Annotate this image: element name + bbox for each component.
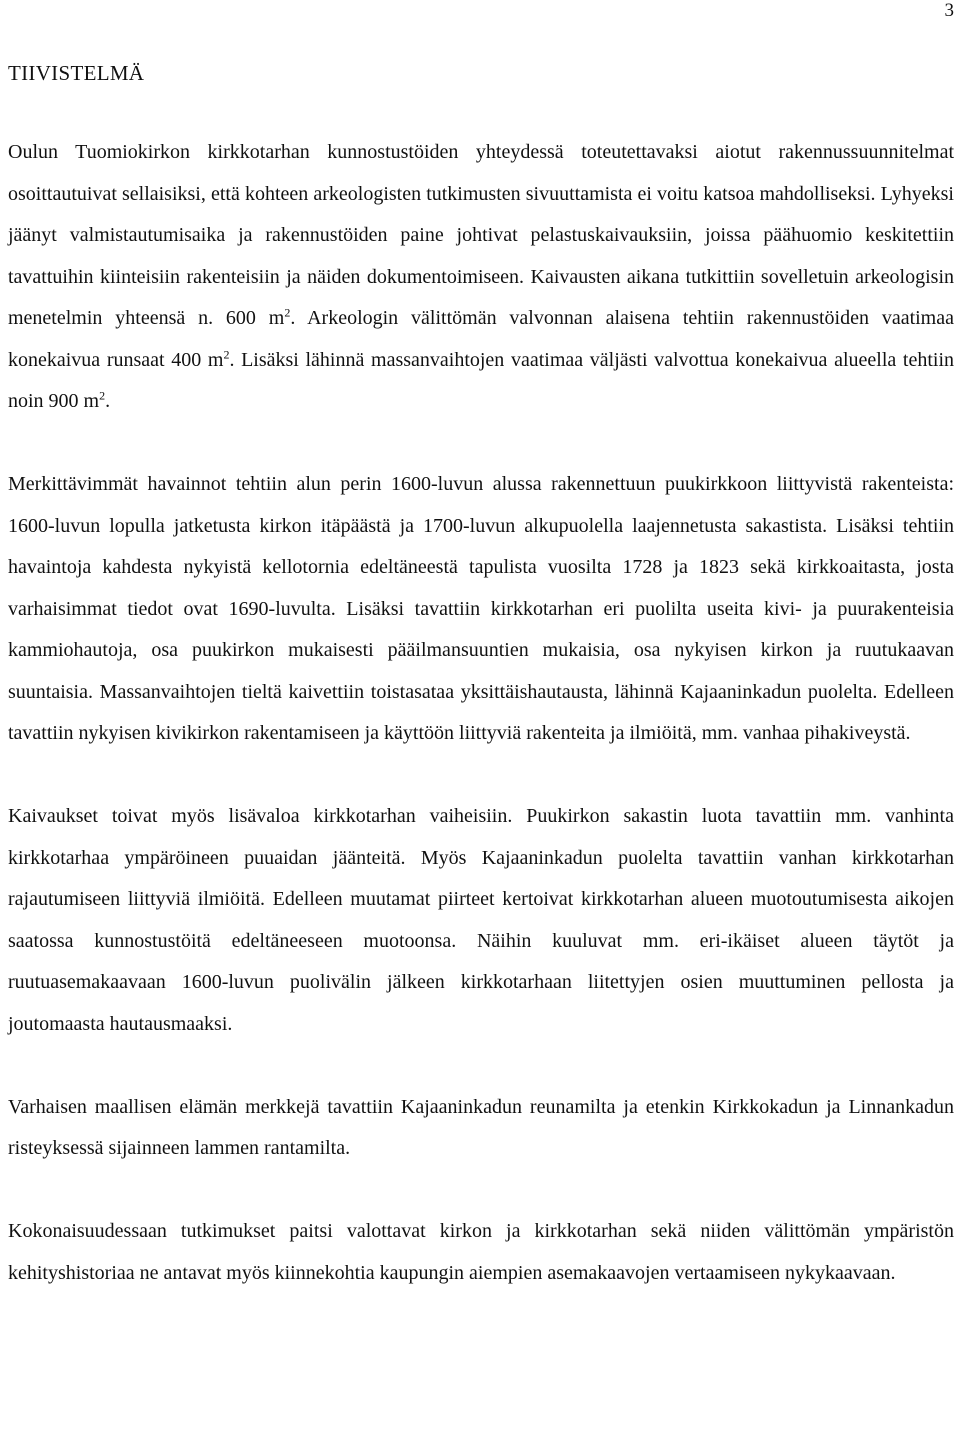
- text-segment: Kokonaisuudessaan tutkimukset paitsi valottavat kirkon ja kirkkotarhan sekä niiden välittömän ympäristön kehityshistoriaa ne antavat myös kiinnekohtia kaupungin aiempien asemakaavojen vertaamiseen nykykaavaan.: [8, 1220, 954, 1284]
- text-segment: Merkittävimmät havainnot tehtiin alun perin 1600-luvun alussa rakennettuun puukirkkoon liittyvistä rakenteista: 1600-luvun lopulla jatketusta kirkon itäpäästä ja 1700-luvun alkupuolella laajennetusta sakastista. Lisäksi tehtiin havaintoja kahdesta nykyistä kellotornia edeltäneestä tapulista vuosilta 1728 ja 1823 sekä kirkkoaitasta, josta varhaisimmat tiedot ovat 1690-luvulta. Lisäksi tavattiin kirkkotarhan eri puolilta useita kivi- ja puurakenteisia kammiohautoja, osa puukirkon mukaisesti pääilmansuuntien mukaisia, osa nykyisen kirkon ja ruutukaavan suuntaisia. Massanvaihtojen tieltä kaivettiin toistasataa yksittäishautausta, lähinnä Kajaaninkadun puolelta. Edelleen tavattiin nykyisen kivikirkon rakentamiseen ja käyttöön liittyviä rakenteita ja ilmiöitä, mm. vanhaa pihakiveystä.: [8, 473, 954, 744]
- paragraph-3: [8, 796, 954, 1045]
- paragraph-5: [8, 1211, 954, 1294]
- paragraph-1: [8, 132, 954, 423]
- paragraph-4: [8, 1087, 954, 1170]
- paragraph-2: [8, 464, 954, 755]
- abstract-body: [8, 132, 954, 1294]
- text-segment: Oulun Tuomiokirkon kirkkotarhan kunnostustöiden yhteydessä toteutettavaksi aiotut rakennussuunnitelmat osoittautuivat sellaisiksi, että kohteen arkeologisten tutkimusten sivuuttamista ei voitu katsoa mahdolliseksi. Lyhyeksi jäänyt valmistautumisaika ja rakennustöiden paine johtivat pelastuskaivauksiin, joissa päähuomio keskitettiin tavattuihin kiinteisiin rakenteisiin ja näiden dokumentoimiseen. Kaivausten aikana tutkittiin sovelletuin arkeologisin menetelmin yhteensä n. 600 m: [8, 141, 954, 329]
- text-segment: Kaivaukset toivat myös lisävaloa kirkkotarhan vaiheisiin. Puukirkon sakastin luota tavattiin mm. vanhinta kirkkotarhaa ympäröineen puuaidan jäänteitä. Myös Kajaaninkadun puolelta tavattiin vanhan kirkkotarhan rajautumiseen liittyviä ilmiöitä. Edelleen muutamat piirteet kertoivat kirkkotarhan alueen muotoutumisesta aikojen saatossa kunnostustöitä edeltäneeseen muotoonsa. Näihin kuuluvat mm. eri-ikäiset alueen täytöt ja ruutuasemakaavaan 1600-luvun puolivälin jälkeen kirkkotarhaan liitettyjen osien muuttuminen pellosta ja joutomaasta hautausmaaksi.: [8, 805, 954, 1035]
- text-segment: . Arkeologin välittömän valvonnan alaisena tehtiin rakennustöiden vaatimaa konekaivua runsaat 400 m: [8, 307, 954, 371]
- section-heading: TIIVISTELMÄ: [8, 61, 145, 85]
- page-number: 3: [944, 0, 954, 21]
- text-segment: . Lisäksi lähinnä massanvaihtojen vaatimaa väljästi valvottua konekaivua alueella tehtiin noin 900 m: [8, 348, 955, 412]
- superscript: 2: [223, 346, 230, 361]
- text-segment: Varhaisen maallisen elämän merkkejä tavattiin Kajaaninkadun reunamilta ja etenkin Kirkkokadun ja Linnankadun risteyksessä sijainneen lammen rantamilta.: [8, 1095, 954, 1159]
- superscript: 2: [284, 305, 291, 320]
- text-segment: .: [105, 390, 111, 412]
- superscript: 2: [99, 388, 106, 403]
